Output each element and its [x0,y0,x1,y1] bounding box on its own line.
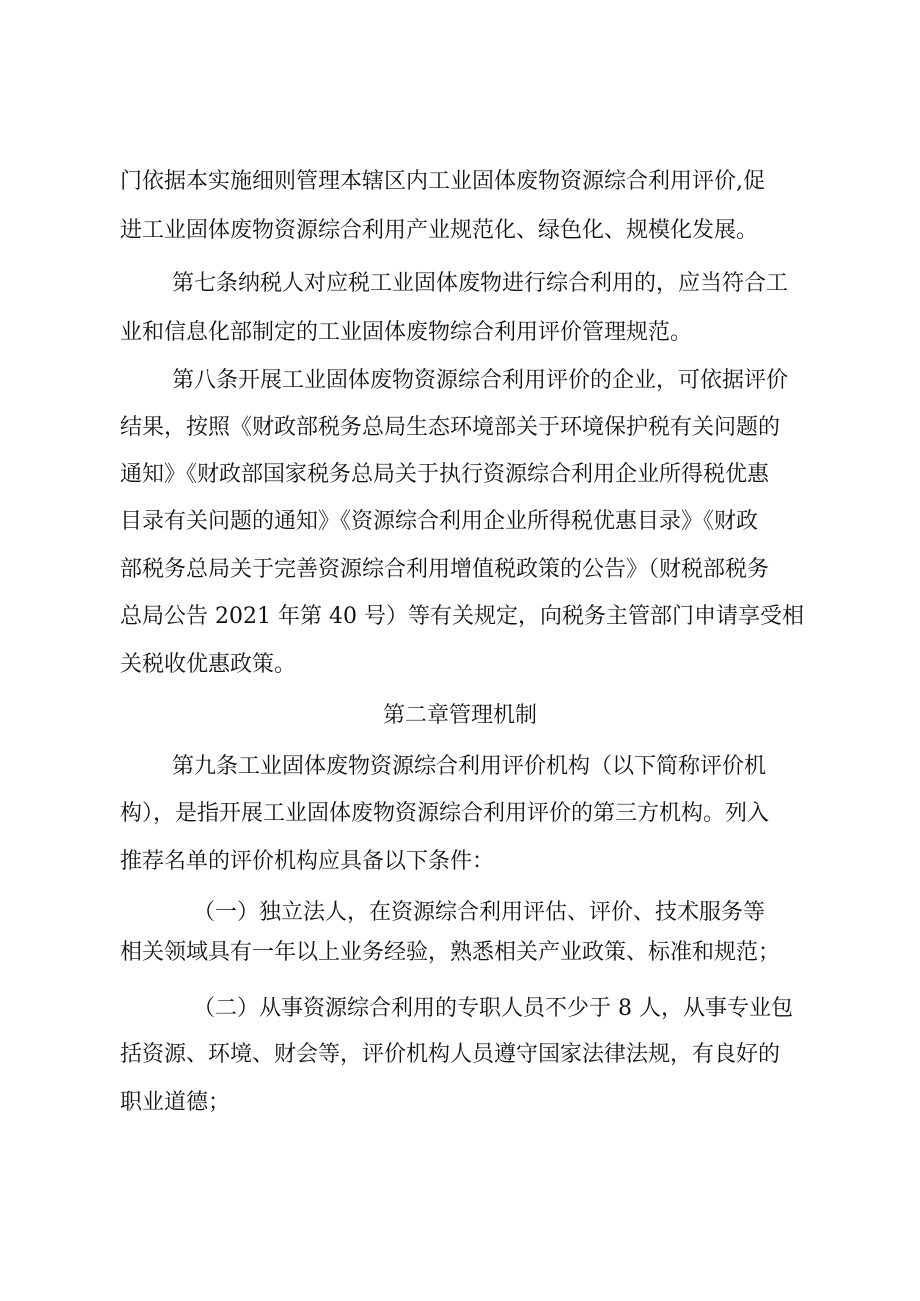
article-7-line: 第七条纳税人对应税工业固体废物进行综合利用的，应当符合工 [172,271,789,296]
article-8-line: 部税务总局关于完善资源综合利用增值税政策的公告》（财税部税务 [120,557,770,582]
chapter-heading: 第二章管理机制 [382,703,537,728]
article-9-line: 构），是指开展工业固体废物资源综合利用评价的第三方机构。列入 [120,801,770,826]
article-8-line: 第八条开展工业固体废物资源综合利用评价的企业，可依据评价 [172,368,789,393]
article-9-line: 推荐名单的评价机构应具备以下条件： [120,849,495,874]
list-item-2-line: 职业道德； [120,1090,231,1115]
paragraph-line: 门依据本实施细则管理本辖区内工业固体废物资源综合利用评价,促 [120,169,765,194]
paragraph-line: 进工业固体废物资源综合利用产业规范化、绿色化、规模化发展。 [120,218,759,243]
list-item-2-line: 括资源、环境、财会等，评价机构人员遵守国家法律法规，有良好的 [120,1042,781,1067]
article-8-line: 通知》《财政部国家税务总局关于执行资源综合利用企业所得税优惠 [120,462,770,487]
article-8-line: 目录有关问题的通知》《资源综合利用企业所得税优惠目录》《财政 [120,509,759,534]
article-8-line: 结果，按照《财政部税务总局生态环境部关于环境保护税有关问题的 [120,415,781,440]
list-item-2-line: （二）从事资源综合利用的专职人员不少于 8 人，从事专业包 [193,996,793,1021]
article-8-line: 总局公告 2021 年第 40 号）等有关规定，向税务主管部门申请享受相 [120,604,804,629]
list-item-1-line: 相关领域具有一年以上业务经验，熟悉相关产业政策、标准和规范； [120,940,781,965]
list-item-1-line: （一）独立法人，在资源综合利用评估、评价、技术服务等 [193,900,766,925]
article-8-line: 关税收优惠政策。 [120,652,297,677]
article-9-line: 第九条工业固体废物资源综合利用评价机构（以下简称评价机 [172,754,767,779]
article-7-line: 业和信息化部制定的工业固体废物综合利用评价管理规范。 [120,320,693,345]
